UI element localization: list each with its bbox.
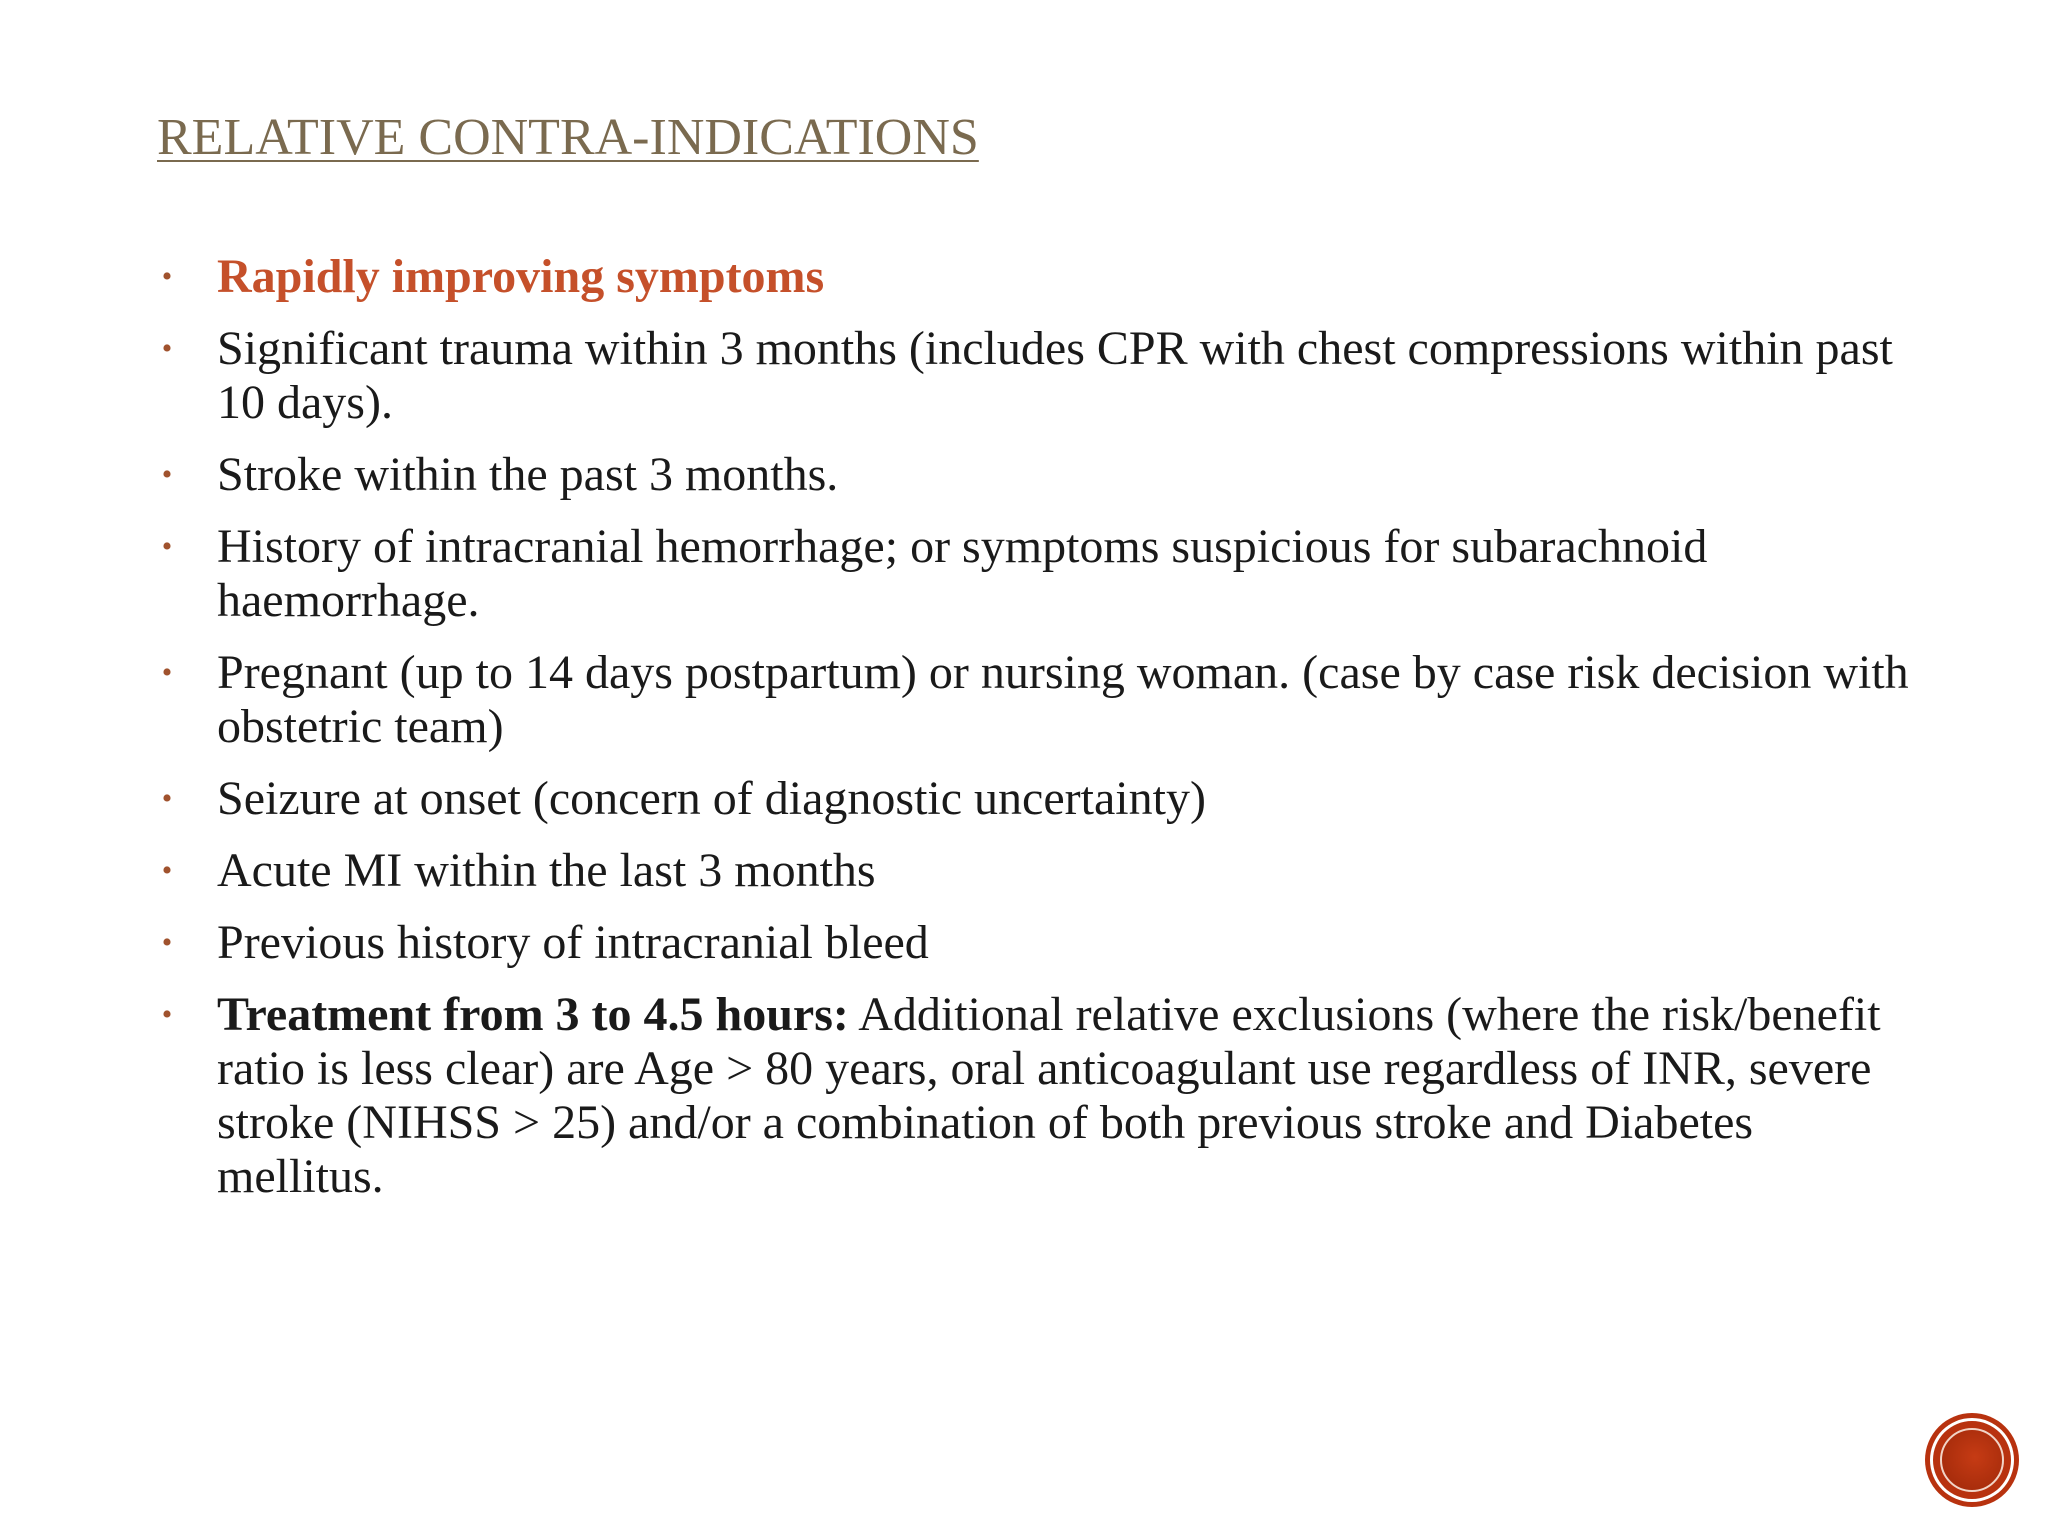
list-item bbox=[157, 250, 1917, 304]
bullet-text-highlight: Rapidly improving symptoms bbox=[217, 250, 825, 303]
bullet-dot-icon: • bbox=[161, 926, 173, 959]
bullet-dot-icon: • bbox=[161, 854, 173, 887]
slide-title: RELATIVE CONTRA-INDICATIONS bbox=[157, 109, 979, 166]
list-item bbox=[157, 916, 1917, 970]
bullet-dot-icon: • bbox=[161, 458, 173, 491]
bullet-lead-bold: Treatment from 3 to 4.5 hours: bbox=[217, 988, 849, 1041]
bullet-text: Seizure at onset (concern of diagnostic uncertainty) bbox=[217, 772, 1206, 825]
bullet-text: Significant trauma within 3 months (includes CPR with chest compressions within past 10 days). bbox=[217, 322, 1893, 429]
list-item bbox=[157, 772, 1917, 826]
list-item bbox=[157, 988, 1917, 1204]
list-item bbox=[157, 646, 1917, 754]
bullet-dot-icon: • bbox=[161, 332, 173, 365]
bullet-dot-icon: • bbox=[161, 656, 173, 689]
bullet-list bbox=[157, 250, 1917, 1222]
bullet-dot-icon: • bbox=[161, 782, 173, 815]
bullet-dot-icon: • bbox=[161, 530, 173, 563]
bullet-text: Stroke within the past 3 months. bbox=[217, 448, 839, 501]
logo-circle-icon bbox=[1930, 1418, 2014, 1502]
list-item bbox=[157, 322, 1917, 430]
logo-inner-ring bbox=[1940, 1428, 2004, 1492]
bullet-text: Additional relative exclusions (where the risk/benefit ratio is less clear) are Age > 80 years, oral anticoagulant use regardless of INR, severe stroke (NIHSS > 25) and/or a combination of both previous stroke and Diabetes mellitus. bbox=[217, 988, 1881, 1203]
bullet-text: Pregnant (up to 14 days postpartum) or nursing woman. (case by case risk decision with obstetric team) bbox=[217, 646, 1909, 753]
bullet-dot-icon: • bbox=[161, 998, 173, 1031]
bullet-text: Acute MI within the last 3 months bbox=[217, 844, 876, 897]
bullet-text: History of intracranial hemorrhage; or symptoms suspicious for subarachnoid haemorrhage. bbox=[217, 520, 1708, 627]
list-item bbox=[157, 844, 1917, 898]
bullet-text: Previous history of intracranial bleed bbox=[217, 916, 929, 969]
bullet-dot-icon: • bbox=[161, 260, 173, 293]
list-item bbox=[157, 448, 1917, 502]
list-item bbox=[157, 520, 1917, 628]
